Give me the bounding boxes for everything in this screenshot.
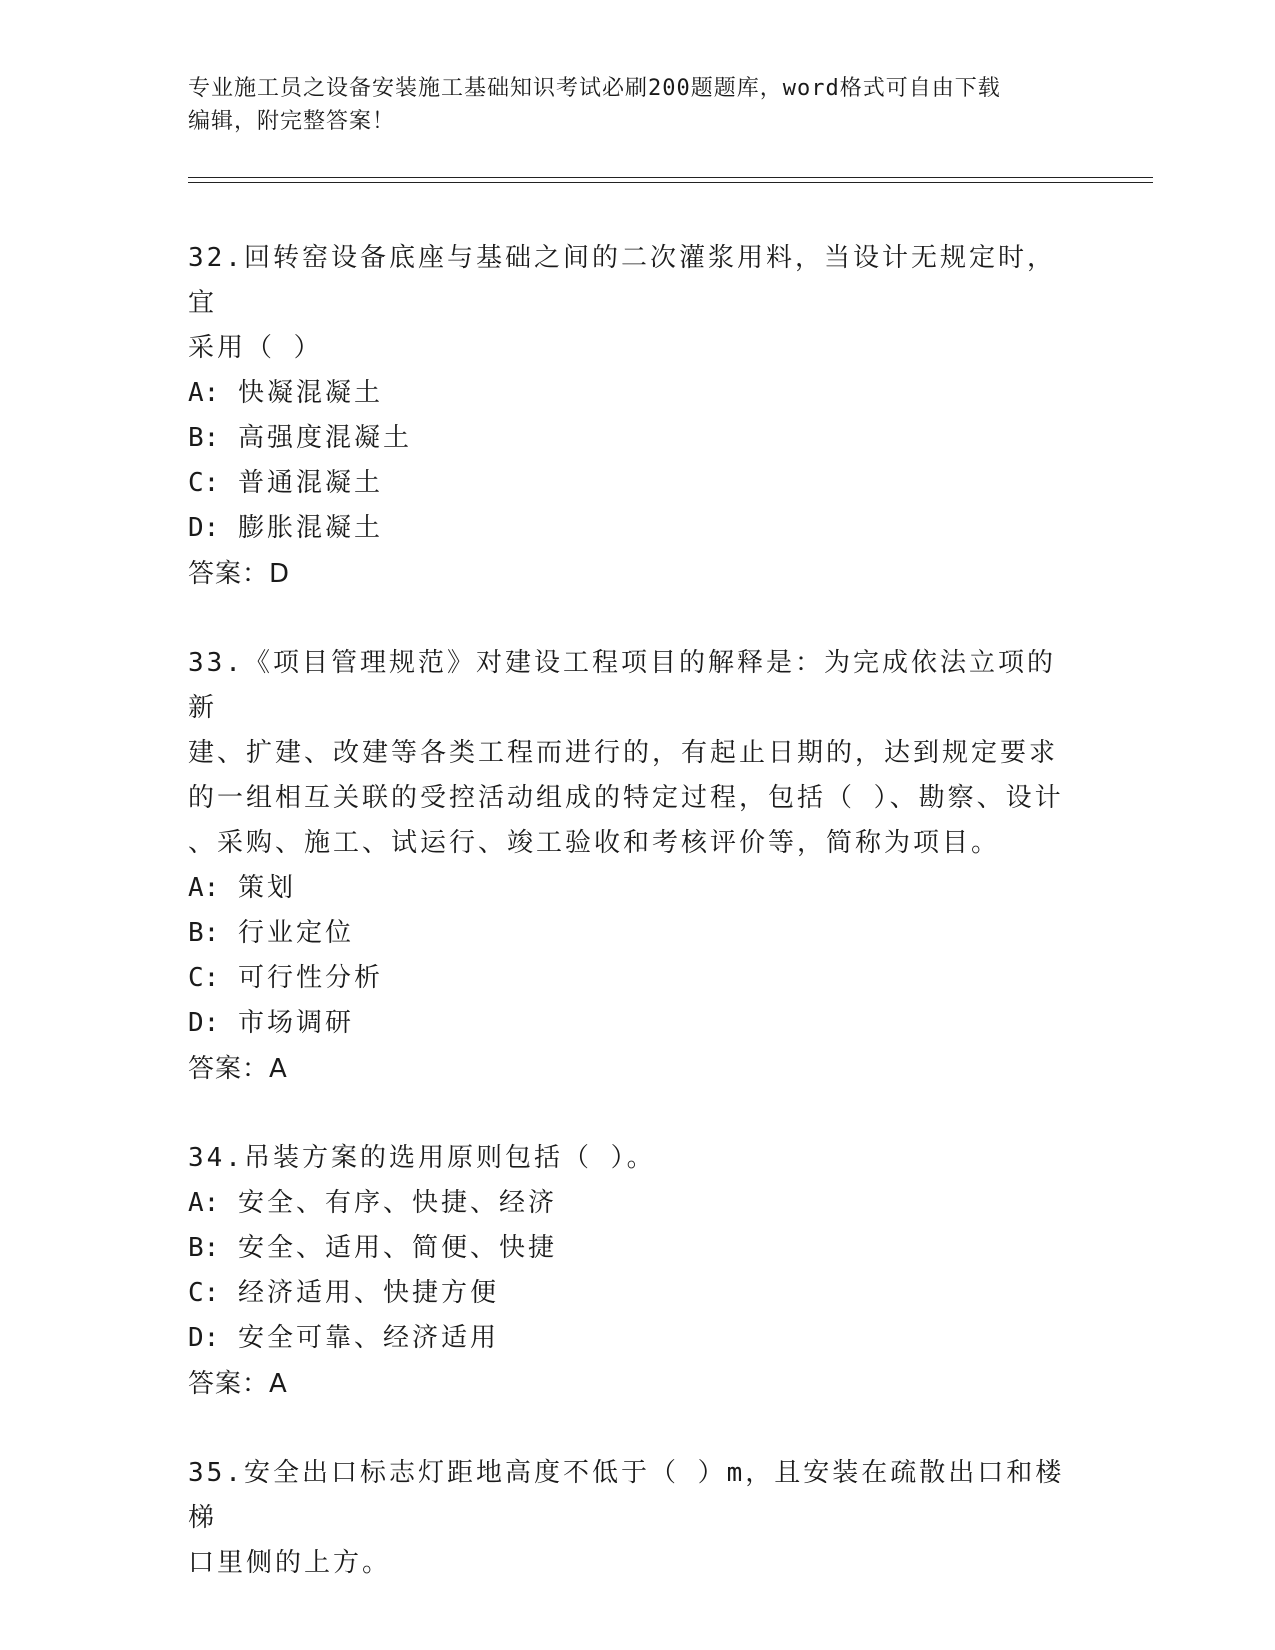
answer-value: A <box>269 1054 288 1084</box>
option-d <box>188 1316 1068 1361</box>
answer-label: 答案： <box>188 1054 270 1084</box>
option-a <box>188 866 1068 911</box>
option-text: 经济适用、快捷方便 <box>237 1278 499 1308</box>
option-b <box>188 416 1068 461</box>
question-stem-line: 的一组相互关联的受控活动组成的特定过程，包括（ ）、勘察、设计 <box>188 783 1064 813</box>
header-divider-top <box>188 177 1153 178</box>
option-text: 行业定位 <box>237 918 354 948</box>
question-stem-line: 口里侧的上方。 <box>188 1548 392 1578</box>
question-stem-line: 32.回转窑设备底座与基础之间的二次灌浆用料，当设计无规定时，宜 <box>188 243 1056 318</box>
header-line-1: 专业施工员之设备安装施工基础知识考试必刷200题题库，word格式可自由下载 <box>188 76 1001 101</box>
option-text: 普通混凝土 <box>237 468 383 498</box>
question-stem-line: 建、扩建、改建等各类工程而进行的，有起止日期的，达到规定要求 <box>188 738 1059 768</box>
question-stem-line: 、采购、施工、试运行、竣工验收和考核评价等，简称为项目。 <box>188 828 1001 858</box>
question-stem-line: 34.吊装方案的选用原则包括（ ）。 <box>188 1143 656 1173</box>
option-d <box>188 1001 1068 1046</box>
header-divider-bottom <box>188 182 1153 183</box>
question-list <box>188 236 1068 1630</box>
option-letter: C: <box>188 963 220 993</box>
answer-label: 答案： <box>188 1369 270 1399</box>
option-letter: D: <box>188 1323 220 1353</box>
option-d <box>188 506 1068 551</box>
question-32 <box>188 236 1068 597</box>
option-a <box>188 1181 1068 1226</box>
option-letter: D: <box>188 513 220 543</box>
option-letter: D: <box>188 1008 220 1038</box>
option-b <box>188 1226 1068 1271</box>
option-b <box>188 911 1068 956</box>
option-text: 高强度混凝土 <box>237 423 412 453</box>
option-a <box>188 371 1068 416</box>
option-text: 安全、有序、快捷、经济 <box>237 1188 557 1218</box>
answer-value: A <box>269 1369 288 1399</box>
answer-label: 答案： <box>188 559 270 589</box>
option-letter: B: <box>188 918 220 948</box>
question-stem-line: 33.《项目管理规范》对建设工程项目的解释是：为完成依法立项的新 <box>188 648 1056 723</box>
answer-line <box>188 1361 1068 1407</box>
option-c <box>188 461 1068 506</box>
answer-line <box>188 1046 1068 1092</box>
question-stem-line: 35.安全出口标志灯距地高度不低于（ ）m，且安装在疏散出口和楼梯 <box>188 1458 1065 1533</box>
option-letter: A: <box>188 873 220 903</box>
option-text: 快凝混凝土 <box>237 378 383 408</box>
question-34 <box>188 1136 1068 1407</box>
option-letter: A: <box>188 378 220 408</box>
option-letter: C: <box>188 468 220 498</box>
option-letter: B: <box>188 423 220 453</box>
option-text: 可行性分析 <box>237 963 383 993</box>
option-text: 安全可靠、经济适用 <box>237 1323 499 1353</box>
option-text: 市场调研 <box>237 1008 354 1038</box>
header-line-2: 编辑，附完整答案！ <box>188 109 396 134</box>
answer-line <box>188 551 1068 597</box>
option-letter: B: <box>188 1233 220 1263</box>
question-35 <box>188 1451 1068 1586</box>
answer-value: D <box>269 559 291 589</box>
question-33 <box>188 641 1068 1092</box>
option-text: 策划 <box>237 873 296 903</box>
question-stem-line: 采用（ ） <box>188 333 323 363</box>
option-text: 膨胀混凝土 <box>237 513 383 543</box>
option-letter: C: <box>188 1278 220 1308</box>
option-text: 安全、适用、简便、快捷 <box>237 1233 557 1263</box>
document-header <box>188 72 1068 138</box>
option-c <box>188 956 1068 1001</box>
option-letter: A: <box>188 1188 220 1218</box>
option-c <box>188 1271 1068 1316</box>
